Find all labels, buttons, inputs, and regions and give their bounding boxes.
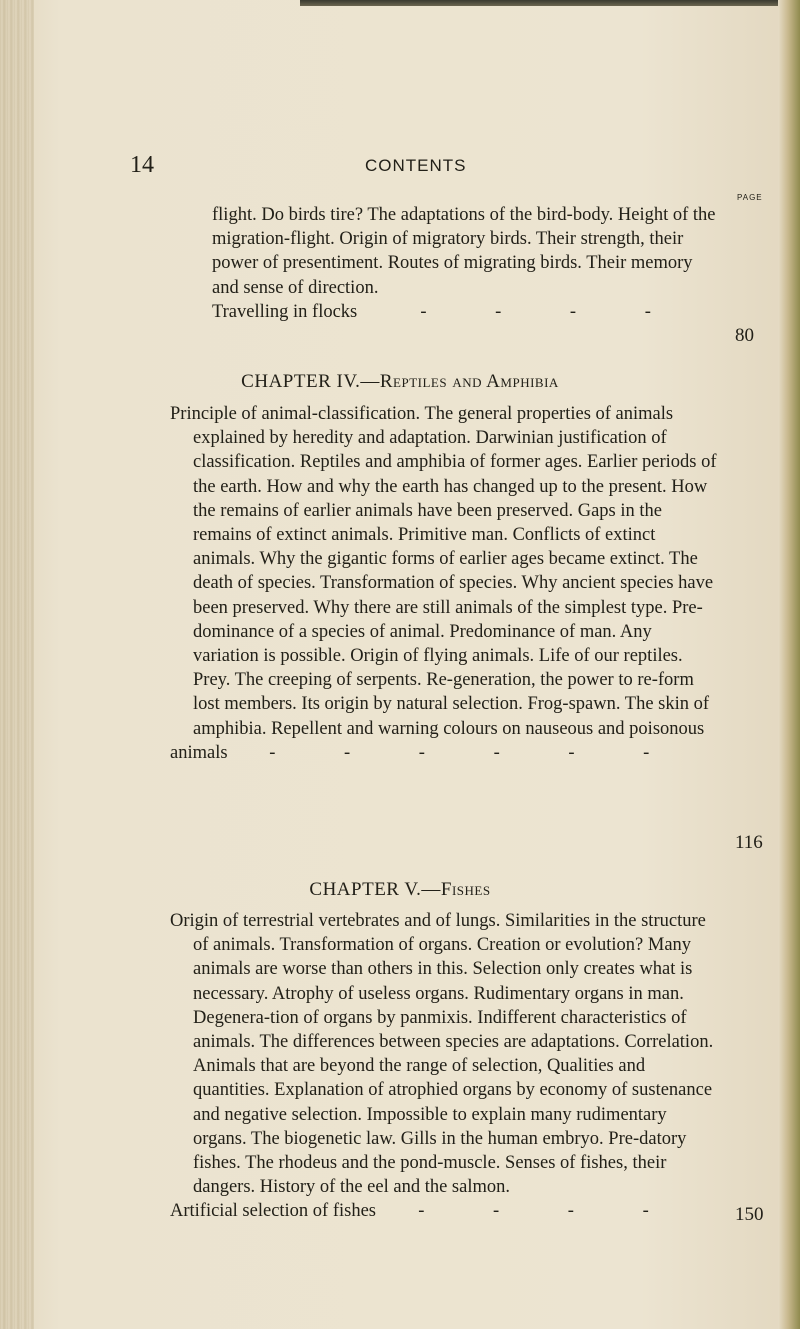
chapter-title: Reptiles and Amphibia <box>379 371 559 392</box>
contents-entry <box>170 909 718 1224</box>
chapter-title: Fishes <box>440 879 491 900</box>
entry-text: Principle of animal-classification. The general properties of animals explained by heredity and adaptation. Darwinian justification of classification. Reptiles and amphibia of former ages. Earlier periods of the earth. How and why the earth has changed up to the present. How the remains of earlier animals have been preserved. Gaps in the remains of extinct animals. Primitive man. Conflicts of extinct animals. Why the gigantic forms of earlier ages became extinct. The death of species. Transformation of species. Why ancient species have been preserved. Why there are still animals of the simplest type. Pre-dominance of a species of animal. Predominance of man. Any variation is possible. Origin of flying animals. Life of our reptiles. Prey. The creeping of serpents. Re-generation, the power to re-form lost members. Its origin by natural selection. Frog-spawn. The skin of amphibia. Repellent and warning colours on nauseous and poisonous <box>170 404 717 739</box>
chapter-number: CHAPTER V. <box>309 879 422 900</box>
dot-leader: - - - - <box>418 1201 681 1222</box>
dot-leader: - - - - - - <box>269 742 682 763</box>
entry-last-text: Artificial selection of fishes <box>170 1201 377 1222</box>
entry-last-text: animals <box>170 742 228 763</box>
entry-last-line <box>212 300 718 324</box>
running-title: CONTENTS <box>365 156 467 175</box>
entry-text: Origin of terrestrial vertebrates and of lungs. Similarities in the structure of animals. Transformation of organs. Creation or evolution? Many animals are worse than others in this. Selection only creates what is necessary. Atrophy of useless organs. Rudimentary organs in man. Degenera-tion of organs by panmixis. Indifferent characteristics of animals. The differences between species are adaptations. Correlation. Animals that are beyond the range of selection, Qualities and quantities. Explanation of atrophied organs by economy of sustenance and negative selection. Impossible to explain many rudimentary organs. The biogenetic law. Gills in the human embryo. Pre-datory fishes. The rhodeus and the pond-muscle. Senses of fishes, their dangers. History of the eel and the salmon. <box>170 911 714 1198</box>
top-edge-shadow <box>300 0 800 6</box>
page-column-label: PAGE <box>737 193 763 202</box>
entry-last-text: Travelling in flocks <box>212 301 358 322</box>
entry-last-line <box>170 741 718 765</box>
contents-entry <box>170 402 718 765</box>
entry-text: flight. Do birds tire? The adaptations of the bird-body. Height of the migration-flight. Origin of migratory birds. Their strength, their power of presentiment. Routes of migrating birds. Their memory and sense of direction. <box>212 205 716 298</box>
entry-last-line <box>170 1199 718 1223</box>
chapter-heading: CHAPTER V.—Fishes <box>309 879 491 900</box>
chapter-heading: CHAPTER IV.—Reptiles and Amphibia <box>241 371 559 392</box>
running-head <box>0 152 800 182</box>
dot-leader: - - - - <box>420 301 683 322</box>
entry-page-number: 116 <box>735 832 763 853</box>
contents-entry <box>212 203 718 324</box>
page-number: 14 <box>130 152 154 178</box>
entry-page-number: 150 <box>735 1204 764 1225</box>
chapter-number: CHAPTER IV. <box>241 371 361 392</box>
entry-page-number: 80 <box>735 325 754 346</box>
binding-gutter <box>0 0 34 1329</box>
right-page-edge <box>778 0 800 1329</box>
